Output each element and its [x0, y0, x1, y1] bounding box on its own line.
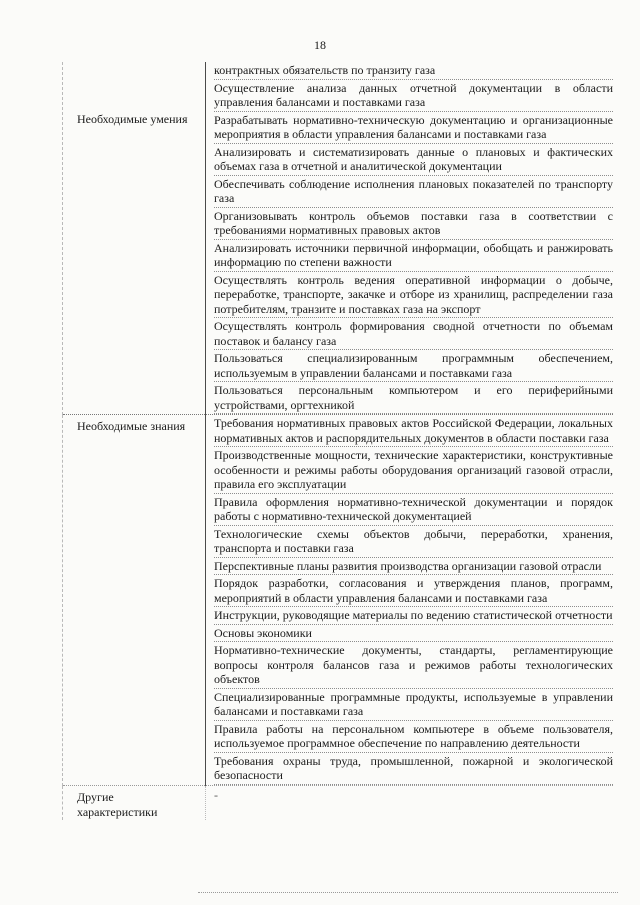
bottom-rule [198, 892, 618, 893]
list-item: Пользоваться специализированным программным обеспечением, используемым в управлении балансами и поставками газа [214, 350, 613, 382]
list-item: Требования охраны труда, промышленной, пожарной и экологической безопасности [214, 753, 613, 785]
list-item: Перспективные планы развития производства организации газовой отрасли [214, 558, 613, 576]
requirements-table [62, 62, 613, 820]
table-row-skills [63, 62, 614, 415]
row-label-other [71, 786, 205, 820]
row-label-other-line1: Другие [77, 789, 114, 804]
other-value: - [214, 787, 218, 802]
items-cell-skills [206, 62, 614, 415]
items-cell-other [206, 785, 614, 820]
label-cell-knowledge [63, 415, 206, 786]
list-item: Организовывать контроль объемов поставки газа в соответствии с требованиями нормативных правовых актов [214, 208, 613, 240]
list-item: Осуществление анализа данных отчетной документации в области управления балансами и поставками газа [214, 80, 613, 112]
list-item: Анализировать и систематизировать данные о плановых и фактических объемах газа в отчетной и аналитической документации [214, 144, 613, 176]
list-item: Требования нормативных правовых актов Российской Федерации, локальных нормативных актов и распорядительных документов в области поставки газа [214, 415, 613, 447]
items-cell-knowledge [206, 415, 614, 786]
list-item: Обеспечивать соблюдение исполнения плановых показателей по транспорту газа [214, 176, 613, 208]
list-item: Правила оформления нормативно-технической документации и порядок работы с нормативно-технической документацией [214, 494, 613, 526]
row-label-other-line2: характеристики [77, 804, 158, 819]
list-item: Правила работы на персональном компьютере в объеме пользователя, используемое программное обеспечение по направлению деятельности [214, 721, 613, 753]
row-label-knowledge: Необходимые знания [77, 419, 186, 433]
list-item: Инструкции, руководящие материалы по ведению статистической отчетности [214, 607, 613, 625]
list-item: Анализировать источники первичной информации, обобщать и ранжировать информацию по степени важности [214, 240, 613, 272]
label-cell-other [63, 785, 206, 820]
list-item: контрактных обязательств по транзиту газа [214, 62, 613, 80]
label-cell-skills [63, 62, 206, 415]
list-item: Пользоваться персональным компьютером и его периферийными устройствами, оргтехникой [214, 382, 613, 414]
list-item: Технологические схемы объектов добычи, переработки, хранения, транспорта и поставки газа [214, 526, 613, 558]
list-item: Разрабатывать нормативно-техническую документацию и организационные мероприятия в области управления балансами и поставками газа [214, 112, 613, 144]
list-item: Специализированные программные продукты, используемые в управлении балансами и поставками газа [214, 689, 613, 721]
list-item: Порядок разработки, согласования и утверждения планов, программ, мероприятий в области управления балансами и поставками газа [214, 575, 613, 607]
table-row-other [63, 785, 614, 820]
list-item: Производственные мощности, технические характеристики, конструктивные особенности и режимы работы оборудования организаций газовой отрасли, правила его эксплуатации [214, 447, 613, 494]
page-number: 18 [314, 38, 326, 52]
table-row-knowledge [63, 415, 614, 786]
list-item: Осуществлять контроль формирования сводной отчетности по объемам поставок и балансу газа [214, 318, 613, 350]
row-label-skills: Необходимые умения [77, 112, 188, 126]
list-item: Осуществлять контроль ведения оперативной информации о добыче, переработке, транспорте, закачке и отборе из хранилищ, распределении газа потребителям, транзите и поставках газа на экспорт [214, 272, 613, 319]
list-item: Нормативно-технические документы, стандарты, регламентирующие вопросы контроля балансов газа и режимов работы технологических объектов [214, 642, 613, 689]
list-item: Основы экономики [214, 625, 613, 643]
